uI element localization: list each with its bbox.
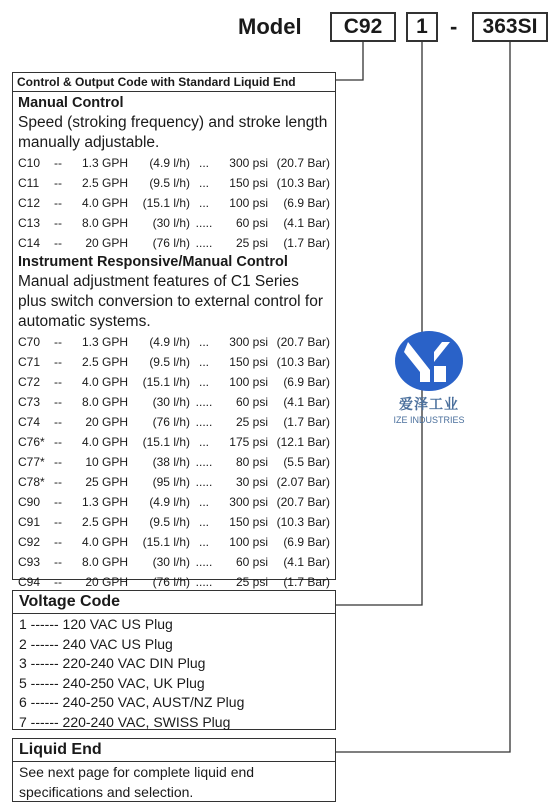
- spec-cell-psi: 25 psi: [235, 575, 268, 589]
- spec-cell-dots: .....: [195, 575, 213, 589]
- spec-cell-code: C76*: [18, 435, 45, 449]
- spec-cell-psi: 25 psi: [235, 236, 268, 250]
- manual-control-description: Speed (stroking frequency) and stroke length manually adjustable.: [18, 114, 328, 151]
- model-dash: -: [450, 14, 458, 39]
- spec-cell-gph: 10 GPH: [85, 455, 128, 469]
- liquid-end-text: See next page for complete liquid end specifications and selection.: [19, 764, 255, 800]
- spec-cell-dots: ...: [198, 156, 209, 170]
- model-code-liquid-end: 363SI: [472, 12, 548, 42]
- spec-cell-bar: (6.9 Bar): [283, 375, 330, 389]
- spec-cell-psi: 60 psi: [235, 395, 268, 409]
- spec-cell-code: C90: [18, 495, 41, 509]
- spec-cell-lh: (4.9 l/h): [149, 495, 190, 509]
- watermark-logo: [386, 330, 472, 425]
- spec-cell-sep: --: [54, 455, 62, 469]
- spec-cell-lh: (15.1 l/h): [142, 196, 190, 210]
- watermark-english: IZE INDUSTRIES: [393, 415, 465, 425]
- spec-row: [18, 452, 330, 472]
- spec-cell-bar: (1.7 Bar): [283, 575, 330, 589]
- spec-cell-code: C14: [18, 236, 41, 250]
- spec-row: [18, 512, 330, 532]
- spec-cell-gph: 2.5 GPH: [81, 176, 128, 190]
- spec-cell-bar: (20.7 Bar): [276, 156, 330, 170]
- spec-row: [18, 372, 330, 392]
- spec-cell-sep: --: [54, 216, 62, 230]
- spec-cell-gph: 1.3 GPH: [81, 156, 128, 170]
- liquid-end-section: [12, 738, 336, 802]
- spec-cell-psi: 300 psi: [229, 495, 268, 509]
- spec-cell-lh: (9.5 l/h): [149, 515, 190, 529]
- instrument-control-table: [18, 332, 330, 592]
- spec-row: [18, 532, 330, 552]
- spec-cell-gph: 4.0 GPH: [81, 535, 128, 549]
- spec-cell-dots: .....: [195, 455, 213, 469]
- spec-cell-code: C74: [18, 415, 41, 429]
- spec-cell-bar: (12.1 Bar): [276, 435, 330, 449]
- spec-cell-bar: (1.7 Bar): [283, 415, 330, 429]
- spec-cell-code: C73: [18, 395, 41, 409]
- spec-cell-code: C13: [18, 216, 41, 230]
- spec-cell-bar: (20.7 Bar): [276, 335, 330, 349]
- spec-cell-sep: --: [54, 355, 62, 369]
- spec-row: [18, 412, 330, 432]
- spec-cell-sep: --: [54, 176, 62, 190]
- voltage-code-list: [13, 614, 335, 733]
- spec-cell-code: C92: [18, 535, 41, 549]
- voltage-code-header: Voltage Code: [13, 591, 335, 614]
- spec-cell-dots: .....: [195, 475, 213, 489]
- spec-cell-bar: (5.5 Bar): [283, 455, 330, 469]
- spec-cell-bar: (4.1 Bar): [283, 395, 330, 409]
- spec-cell-gph: 20 GPH: [85, 236, 128, 250]
- spec-cell-bar: (10.3 Bar): [276, 515, 330, 529]
- spec-cell-psi: 80 psi: [235, 455, 268, 469]
- spec-row: [18, 332, 330, 352]
- spec-cell-psi: 30 psi: [235, 475, 268, 489]
- spec-cell-sep: --: [54, 156, 62, 170]
- spec-cell-sep: --: [54, 335, 62, 349]
- spec-cell-lh: (9.5 l/h): [149, 176, 190, 190]
- spec-row: [18, 233, 330, 253]
- voltage-code-item: 1 ------ 120 VAC US Plug: [19, 616, 173, 632]
- model-code-voltage: 1: [406, 12, 438, 42]
- spec-row: [18, 193, 330, 213]
- spec-cell-dots: ...: [198, 375, 209, 389]
- spec-cell-bar: (10.3 Bar): [276, 176, 330, 190]
- watermark-chinese: 爱泽工业: [399, 396, 459, 412]
- manual-control-title: Manual Control: [18, 95, 124, 111]
- spec-cell-bar: (4.1 Bar): [283, 555, 330, 569]
- spec-cell-dots: ...: [198, 355, 209, 369]
- spec-cell-psi: 60 psi: [235, 216, 268, 230]
- spec-cell-gph: 8.0 GPH: [81, 216, 128, 230]
- spec-cell-psi: 300 psi: [229, 335, 268, 349]
- spec-cell-psi: 100 psi: [229, 375, 268, 389]
- voltage-code-item: 5 ------ 240-250 VAC, UK Plug: [19, 674, 205, 691]
- spec-cell-dots: ...: [198, 335, 209, 349]
- spec-cell-sep: --: [54, 575, 62, 589]
- manual-control-table: [18, 153, 330, 253]
- spec-cell-gph: 4.0 GPH: [81, 375, 128, 389]
- spec-cell-dots: .....: [195, 415, 213, 429]
- spec-cell-gph: 25 GPH: [85, 475, 128, 489]
- spec-cell-code: C11: [18, 176, 40, 190]
- spec-cell-lh: (95 l/h): [152, 475, 190, 489]
- spec-cell-gph: 2.5 GPH: [81, 355, 128, 369]
- spec-cell-lh: (76 l/h): [152, 575, 190, 589]
- model-label: Model: [238, 14, 302, 39]
- spec-cell-sep: --: [54, 375, 62, 389]
- spec-cell-lh: (15.1 l/h): [142, 535, 190, 549]
- spec-cell-psi: 175 psi: [229, 435, 268, 449]
- model-header: [0, 8, 554, 48]
- spec-cell-sep: --: [54, 395, 62, 409]
- spec-row: [18, 392, 330, 412]
- spec-row: [18, 492, 330, 512]
- spec-cell-lh: (15.1 l/h): [142, 435, 190, 449]
- spec-cell-psi: 100 psi: [229, 196, 268, 210]
- spec-cell-gph: 4.0 GPH: [81, 196, 128, 210]
- spec-row: [18, 432, 330, 452]
- model-code-control: C92: [330, 12, 396, 42]
- spec-cell-bar: (6.9 Bar): [283, 535, 330, 549]
- voltage-code-section: [12, 590, 336, 730]
- spec-cell-sep: --: [54, 196, 62, 210]
- spec-cell-sep: --: [54, 475, 62, 489]
- spec-cell-bar: (4.1 Bar): [283, 216, 330, 230]
- spec-cell-dots: ...: [198, 176, 209, 190]
- spec-cell-lh: (38 l/h): [152, 455, 190, 469]
- spec-cell-lh: (76 l/h): [152, 236, 190, 250]
- spec-cell-gph: 8.0 GPH: [81, 395, 128, 409]
- spec-cell-gph: 2.5 GPH: [81, 515, 128, 529]
- instrument-control-title: Instrument Responsive/Manual Control: [18, 254, 288, 270]
- spec-cell-sep: --: [54, 555, 62, 569]
- spec-cell-dots: .....: [195, 395, 213, 409]
- spec-cell-dots: ...: [198, 196, 209, 210]
- control-output-section: [12, 72, 336, 589]
- spec-cell-gph: 4.0 GPH: [81, 435, 128, 449]
- spec-row: [18, 472, 330, 492]
- spec-cell-gph: 1.3 GPH: [81, 335, 128, 349]
- spec-row: [18, 213, 330, 233]
- spec-row: [18, 352, 330, 372]
- spec-cell-code: C72: [18, 375, 41, 389]
- voltage-code-item: 3 ------ 220-240 VAC DIN Plug: [19, 655, 206, 671]
- spec-cell-dots: ...: [198, 515, 209, 529]
- spec-cell-sep: --: [54, 515, 62, 529]
- spec-cell-lh: (30 l/h): [152, 216, 190, 230]
- spec-cell-code: C71: [18, 355, 41, 369]
- spec-cell-code: C78*: [18, 475, 45, 489]
- liquid-end-header: Liquid End: [13, 739, 335, 762]
- spec-cell-lh: (15.1 l/h): [142, 375, 190, 389]
- spec-row: [18, 552, 330, 572]
- spec-cell-gph: 20 GPH: [85, 415, 128, 429]
- spec-cell-lh: (4.9 l/h): [149, 335, 190, 349]
- spec-cell-gph: 20 GPH: [85, 575, 128, 589]
- spec-cell-code: C10: [18, 156, 41, 170]
- spec-cell-psi: 150 psi: [229, 176, 268, 190]
- spec-cell-code: C94: [18, 575, 41, 589]
- spec-cell-dots: ...: [198, 495, 209, 509]
- spec-cell-dots: .....: [195, 555, 213, 569]
- spec-cell-code: C77*: [18, 455, 45, 469]
- spec-cell-dots: ...: [198, 435, 209, 449]
- spec-row: [18, 572, 330, 592]
- spec-cell-bar: (2.07 Bar): [276, 475, 330, 489]
- spec-cell-lh: (4.9 l/h): [149, 156, 190, 170]
- spec-cell-psi: 25 psi: [235, 415, 268, 429]
- spec-cell-lh: (9.5 l/h): [149, 355, 190, 369]
- spec-cell-bar: (10.3 Bar): [276, 355, 330, 369]
- control-output-header: Control & Output Code with Standard Liquid End: [13, 73, 335, 92]
- voltage-code-item: 2 ------ 240 VAC US Plug: [19, 635, 173, 652]
- spec-cell-psi: 150 psi: [229, 355, 268, 369]
- spec-cell-bar: (20.7 Bar): [276, 495, 330, 509]
- spec-cell-psi: 150 psi: [229, 515, 268, 529]
- spec-cell-code: C70: [18, 335, 41, 349]
- spec-cell-sep: --: [54, 236, 62, 250]
- voltage-code-item: 7 ------ 220-240 VAC, SWISS Plug: [19, 713, 231, 730]
- spec-cell-psi: 60 psi: [235, 555, 268, 569]
- spec-cell-gph: 8.0 GPH: [81, 555, 128, 569]
- voltage-code-item: 6 ------ 240-250 VAC, AUST/NZ Plug: [19, 694, 245, 710]
- spec-cell-gph: 1.3 GPH: [81, 495, 128, 509]
- spec-cell-psi: 300 psi: [229, 156, 268, 170]
- spec-cell-sep: --: [54, 415, 62, 429]
- spec-cell-dots: ...: [198, 535, 209, 549]
- spec-cell-dots: .....: [195, 216, 213, 230]
- spec-cell-bar: (1.7 Bar): [283, 236, 330, 250]
- instrument-control-description: Manual adjustment features of C1 Series plus switch conversion to external control for automatic systems.: [18, 273, 323, 330]
- spec-cell-lh: (76 l/h): [152, 415, 190, 429]
- spec-cell-code: C91: [18, 515, 41, 529]
- connector-voltage: [336, 42, 422, 605]
- spec-row: [18, 153, 330, 173]
- spec-cell-sep: --: [54, 495, 62, 509]
- ize-logo-icon: [394, 330, 464, 392]
- spec-cell-lh: (30 l/h): [152, 555, 190, 569]
- spec-cell-code: C12: [18, 196, 41, 210]
- spec-cell-lh: (30 l/h): [152, 395, 190, 409]
- spec-cell-sep: --: [54, 535, 62, 549]
- spec-cell-psi: 100 psi: [229, 535, 268, 549]
- spec-cell-code: C93: [18, 555, 41, 569]
- spec-cell-bar: (6.9 Bar): [283, 196, 330, 210]
- spec-cell-sep: --: [54, 435, 62, 449]
- spec-row: [18, 173, 330, 193]
- spec-cell-dots: .....: [195, 236, 213, 250]
